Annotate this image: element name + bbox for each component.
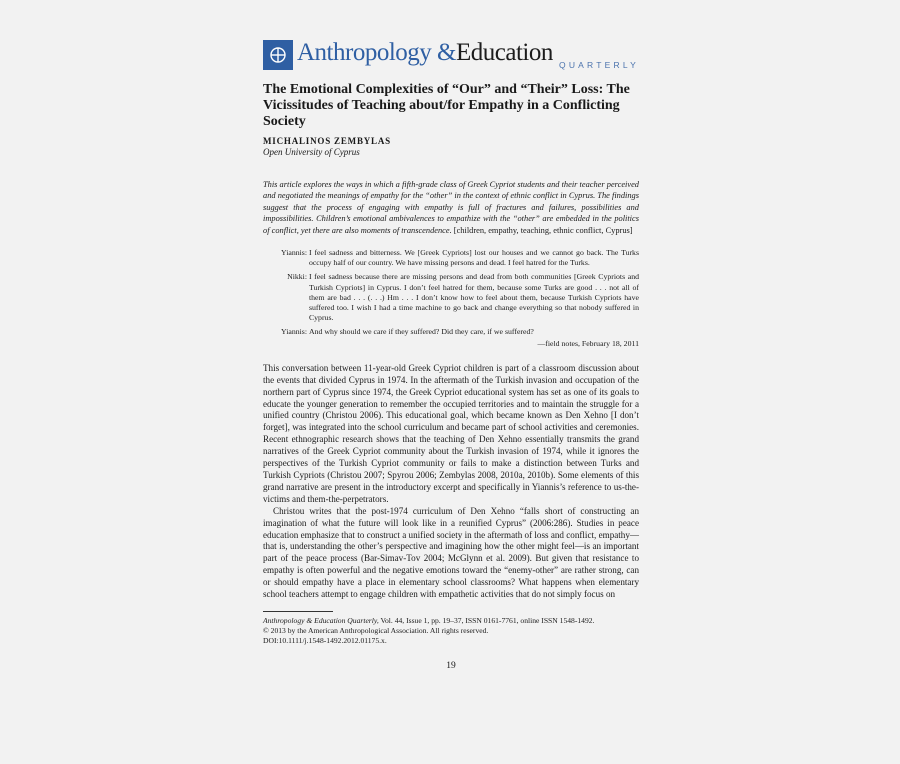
article-body (263, 363, 639, 601)
dialogue-speech: I feel sadness because there are missing persons and dead from both communities [Greek Cypriots and Turkish Cypriots] in Cyprus. I don’t feel hatred for them, because some Turks are good . . . not all of them are bad . . . (. . .) Hm . . . I don’t know how to feel about them, because Turkish Cypriots have suffered too. I wish I had a time machine to go back and change everything so that nobody suffered in Cyprus. (308, 272, 639, 323)
footnote-journal: Anthropology & Education Quarterly, (263, 615, 379, 625)
journal-name-part2: Education (455, 39, 553, 66)
journal-page (263, 40, 639, 671)
dialogue-speech: I feel sadness and bitterness. We [Greek Cypriots] lost our houses and we cannot go back. The Turks occupy half of our country. We have missing persons and dead. I feel hatred for the Turks. (308, 248, 639, 268)
footnote-rule (263, 611, 333, 612)
abstract-keywords: [children, empathy, teaching, ethnic conflict, Cyprus] (453, 225, 633, 235)
footnote-volume: Vol. 44, Issue 1, pp. 19–37, ISSN 0161-7761, online ISSN 1548-1492. (378, 615, 595, 625)
body-paragraph: Christou writes that the post-1974 curriculum of Den Xehno “falls short of constructing an imagination of what the future will look like in a reunified Cyprus” (2006:286). Studies in peace education emphasize that to construct a unified society in the aftermath of loss and conflict, empathy—that is, understanding the other’s perspective and imagining how the other might feel—is an important part of the peace process (Bar-Simav-Tov 2004; McGlynn et al. 2009). But given that resistance to empathy is often powerful and the negative emotions toward the “enemy-other” are rather strong, can or should empathy have a place in elementary school classrooms? What happens when elementary school teachers attempt to engage children with empathetic activities that do not simply focus on (263, 505, 639, 600)
dialogue-speaker: Nikki: (287, 272, 307, 282)
cross-emblem-icon (269, 46, 287, 64)
dialogue-speaker: Yiannis: (281, 248, 307, 258)
citation-footnote (263, 616, 639, 645)
abstract-text: This article explores the ways in which a fifth-grade class of Greek Cypriot students and their teacher perceived and negotiated the meanings of empathy for the “other” in the context of ethnic conflict in Cyprus. The findings suggest that the process of engaging with empathy is full of fractures and failures, possibilities and impossibilities. Children’s emotional ambivalences to empathize with the “other” are embedded in the politics of conflict, yet there are also moments of transcendence. (263, 180, 639, 235)
dialogue-speaker: Yiannis: (281, 327, 307, 337)
opening-dialogue (263, 248, 639, 349)
footnote-doi: DOI:10.1111/j.1548-1492.2012.01175.x. (263, 635, 387, 645)
page-number: 19 (446, 661, 456, 672)
journal-subtitle: QUARTERLY (559, 60, 639, 70)
journal-ampersand: & (437, 39, 456, 66)
footnote-line-1 (263, 616, 639, 626)
footnote-copyright: © 2013 by the American Anthropological Association. All rights reserved. (263, 625, 489, 635)
dialogue-turn (263, 327, 639, 337)
body-paragraph: This conversation between 11-year-old Greek Cypriot children is part of a classroom discussion about the events that divided Cyprus in 1974. In the aftermath of the Turkish invasion and occupation of the northern part of Cyprus since 1974, the Greek Cypriot educational system has set as one of its goals to educate the younger generation to remember the occupied territories and to maintain the struggle for a unified country (Christou 2006). This educational goal, which became known as Den Xehno [I don’t forget], was integrated into the school curriculum and became part of school activities and ceremonies. Recent ethnographic research shows that the teaching of Den Xehno essentially transmits the grand narratives of the Greek Cypriot community about the Turkish invasion of 1974, while it ignores the perspectives of the Turkish Cypriot community or fails to make a distinction between Turks and Turkish Cypriots (Christou 2007; Spyrou 2006; Zembylas 2008, 2010a, 2010b). Some elements of this grand narrative are present in the introductory excerpt and specifically in Yiannis’s reference to us-the-victims and them-the-perpetrators. (263, 362, 639, 504)
article-author: MICHALINOS ZEMBYLAS (263, 136, 391, 146)
journal-masthead (263, 40, 639, 76)
article-title: The Emotional Complexities of “Our” and “Their” Loss: The Vicissitudes of Teaching about/for Empathy in a Conflicting Society (263, 82, 630, 129)
article-abstract (263, 179, 639, 236)
author-affiliation: Open University of Cyprus (263, 147, 360, 157)
journal-name (297, 38, 553, 68)
journal-name-part1: Anthropology (297, 39, 432, 66)
field-notes-citation: —field notes, February 18, 2011 (537, 338, 639, 348)
journal-logo (263, 40, 293, 70)
dialogue-turn (263, 272, 639, 323)
dialogue-turn (263, 248, 639, 268)
dialogue-speech: And why should we care if they suffered? Did they care, if we suffered? (308, 327, 534, 337)
